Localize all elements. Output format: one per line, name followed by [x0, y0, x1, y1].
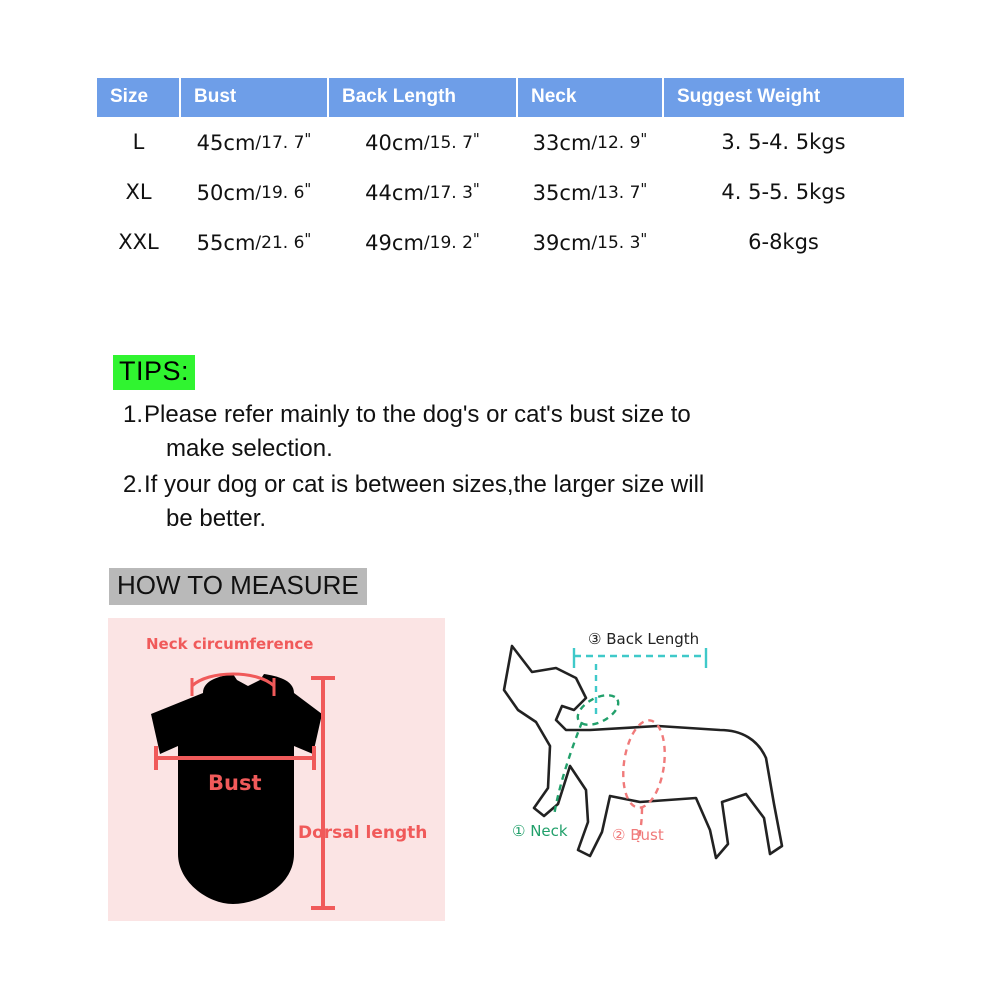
table-header-row: [97, 78, 904, 117]
dog-measure-figure: [470, 618, 900, 921]
tip-line-2: make selection.: [166, 435, 333, 463]
label-neck-right: ① Neck: [512, 822, 568, 840]
column-header-bust: Bust: [180, 78, 328, 117]
back-length-marker: [574, 648, 706, 714]
cell-size: L: [132, 130, 145, 154]
tip-number: 1.: [122, 401, 143, 428]
cell-bust: 55cm/21. 6": [196, 229, 312, 255]
column-header-size: Size: [97, 78, 180, 117]
tip-line-1: If your dog or cat is between sizes,the larger size will: [144, 471, 705, 499]
label-dorsal-length: Dorsal length: [298, 823, 428, 843]
cell-back-length: 44cm/17. 3": [365, 179, 480, 205]
table-row: [97, 217, 904, 267]
cell-bust: 50cm/19. 6": [196, 179, 312, 205]
cell-suggest-weight: 6-8kgs: [748, 230, 819, 254]
cell-neck: 35cm/13. 7": [532, 179, 648, 205]
cell-neck: 39cm/15. 3": [532, 229, 648, 255]
cell-bust: 45cm/17. 7": [196, 129, 312, 155]
tip-text: [144, 398, 908, 466]
table-row: [97, 117, 904, 167]
inch-mark: ": [304, 129, 312, 148]
label-back-length: ③ Back Length: [588, 630, 700, 648]
cell-suggest-weight: 3. 5-4. 5kgs: [721, 130, 846, 154]
bust-marker: [618, 718, 670, 842]
label-bust-right: ② Bust: [612, 826, 664, 844]
tip-text: [144, 468, 908, 536]
tips-heading: TIPS:: [113, 355, 195, 390]
tip-number: 2.: [122, 471, 143, 499]
label-bust: Bust: [208, 771, 262, 795]
cell-back-length: 49cm/19. 2": [365, 229, 480, 255]
column-header-back-length: Back Length: [328, 78, 517, 117]
list-item: [118, 398, 908, 466]
how-to-measure-heading: HOW TO MEASURE: [109, 568, 367, 605]
size-chart-table: [97, 78, 904, 267]
tips-list: [118, 398, 908, 538]
table-row: [97, 167, 904, 217]
cell-size: XXL: [118, 230, 159, 254]
tip-line-2: be better.: [166, 505, 267, 533]
tip-line-1: Please refer mainly to the dog's or cat's bust size to: [144, 401, 691, 428]
list-item: [118, 468, 908, 536]
cell-back-length: 40cm/15. 7": [365, 129, 480, 155]
column-header-neck: Neck: [517, 78, 663, 117]
label-neck-circumference: Neck circumference: [146, 635, 314, 653]
column-header-suggest-weight: Suggest Weight: [663, 78, 904, 117]
garment-measure-figure: [108, 618, 445, 921]
cell-suggest-weight: 4. 5-5. 5kgs: [721, 180, 846, 204]
cell-neck: 33cm/12. 9": [532, 129, 648, 155]
cell-size: XL: [125, 180, 152, 204]
unit-separator: /: [255, 132, 262, 153]
